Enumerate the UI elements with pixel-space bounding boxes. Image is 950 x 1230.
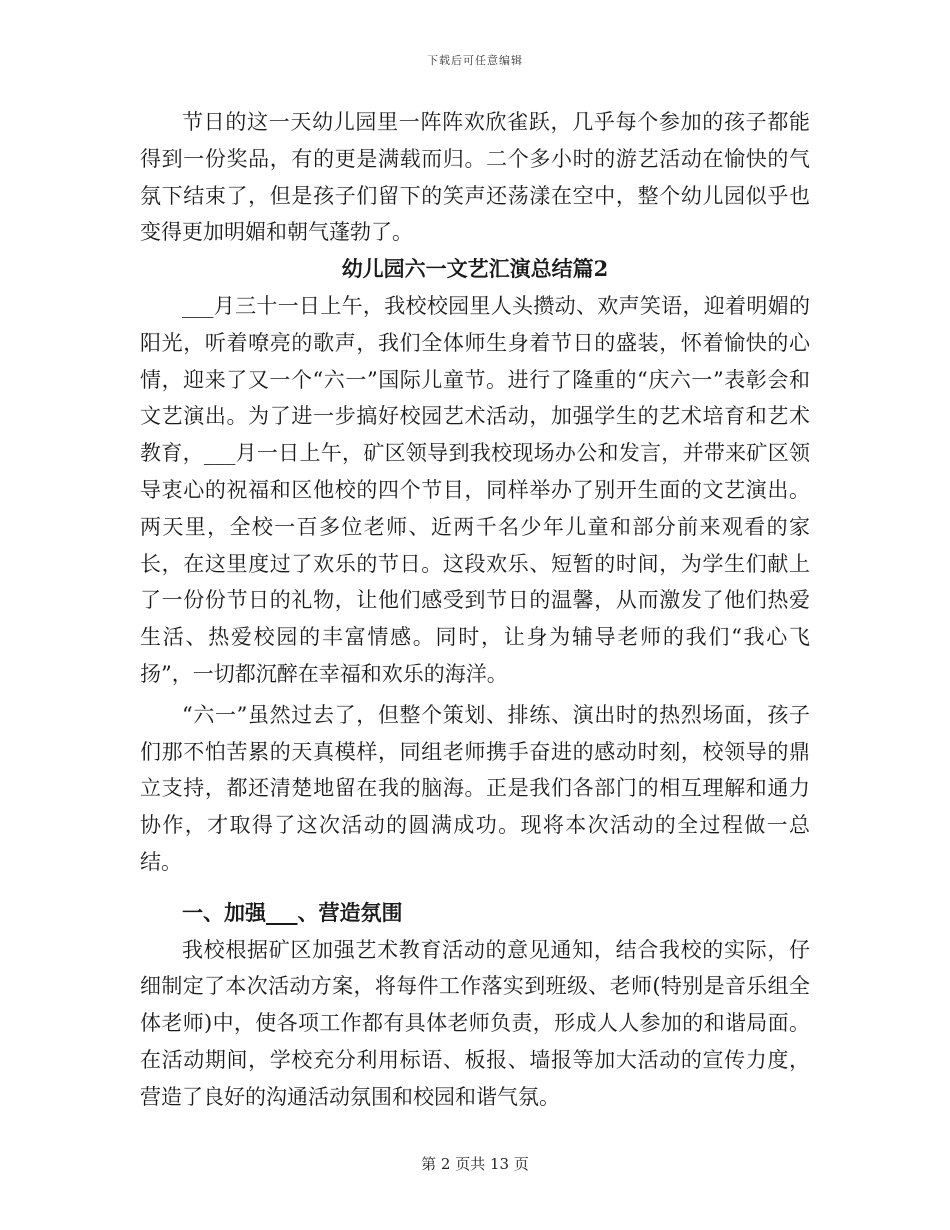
paragraph-may-31: ___月三十一日上午，我校校园里人头攒动、欢声笑语，迎着明媚的阳光，听着嘹亮的歌声，我们全体师生身着节日的盛装，怀着愉快的心情，迎来了又一个“六一”国际儿童节。进行了隆重的“庆六一”表彰会和文艺演出。为了进一步搞好校园艺术活动，加强学生的艺术培育和艺术教育，___月一日上午，矿区领导到我校现场办公和发言，并带来矿区领导衷心的祝福和区他校的四个节目，同样举办了别开生面的文艺演出。两天里，全校一百多位老师、近两千名少年儿童和部分前来观看的家长，在这里度过了欢乐的节日。这段欢乐、短暂的时间，为学生们献上了一份份节日的礼物，让他们感受到节日的温馨，从而激发了他们热爱生活、热爱校园的丰富情感。同时，让身为辅导老师的我们“我心飞扬”，一切都沉醉在幸福和欢乐的海洋。 xyxy=(140,293,810,686)
page-number: 第 2 页共 13 页 xyxy=(421,1155,529,1173)
document-body xyxy=(140,104,810,1116)
page-header: 下载后可任意编辑 xyxy=(427,54,523,67)
paragraph-plan-details: 我校根据矿区加强艺术教育活动的意见通知，结合我校的实际，仔细制定了本次活动方案，将每件工作落实到班级、老师(特别是音乐组全体老师)中，使各项工作都有具体老师负责，形成人人参加的和谐局面。在活动期间，学校充分利用标语、板报、墙报等加大活动的宣传力度，营造了良好的沟通活动氛围和校园和谐气氛。 xyxy=(140,937,810,1109)
paragraph-summary-intro: “六一”虽然过去了，但整个策划、排练、演出时的热烈场面，孩子们那不怕苦累的天真模样，同组老师携手奋进的感动时刻，校领导的鼎立支持，都还清楚地留在我的脑海。正是我们各部门的相互理解和通力协作，才取得了这次活动的圆满成功。现将本次活动的全过程做一总结。 xyxy=(140,702,810,874)
section-heading-strengthen: 一、加强___、营造氛围 xyxy=(182,899,403,925)
paragraph-festival-day: 节日的这一天幼儿园里一阵阵欢欣雀跃，几乎每个参加的孩子都能得到一份奖品，有的更是满载而归。二个多小时的游艺活动在愉快的气氛下结束了，但是孩子们留下的笑声还荡漾在空中，整个幼儿园似乎也变得更加明媚和朝气蓬勃了。 xyxy=(140,110,810,245)
section-title-part-2: 幼儿园六一文艺汇演总结篇2 xyxy=(341,256,609,282)
